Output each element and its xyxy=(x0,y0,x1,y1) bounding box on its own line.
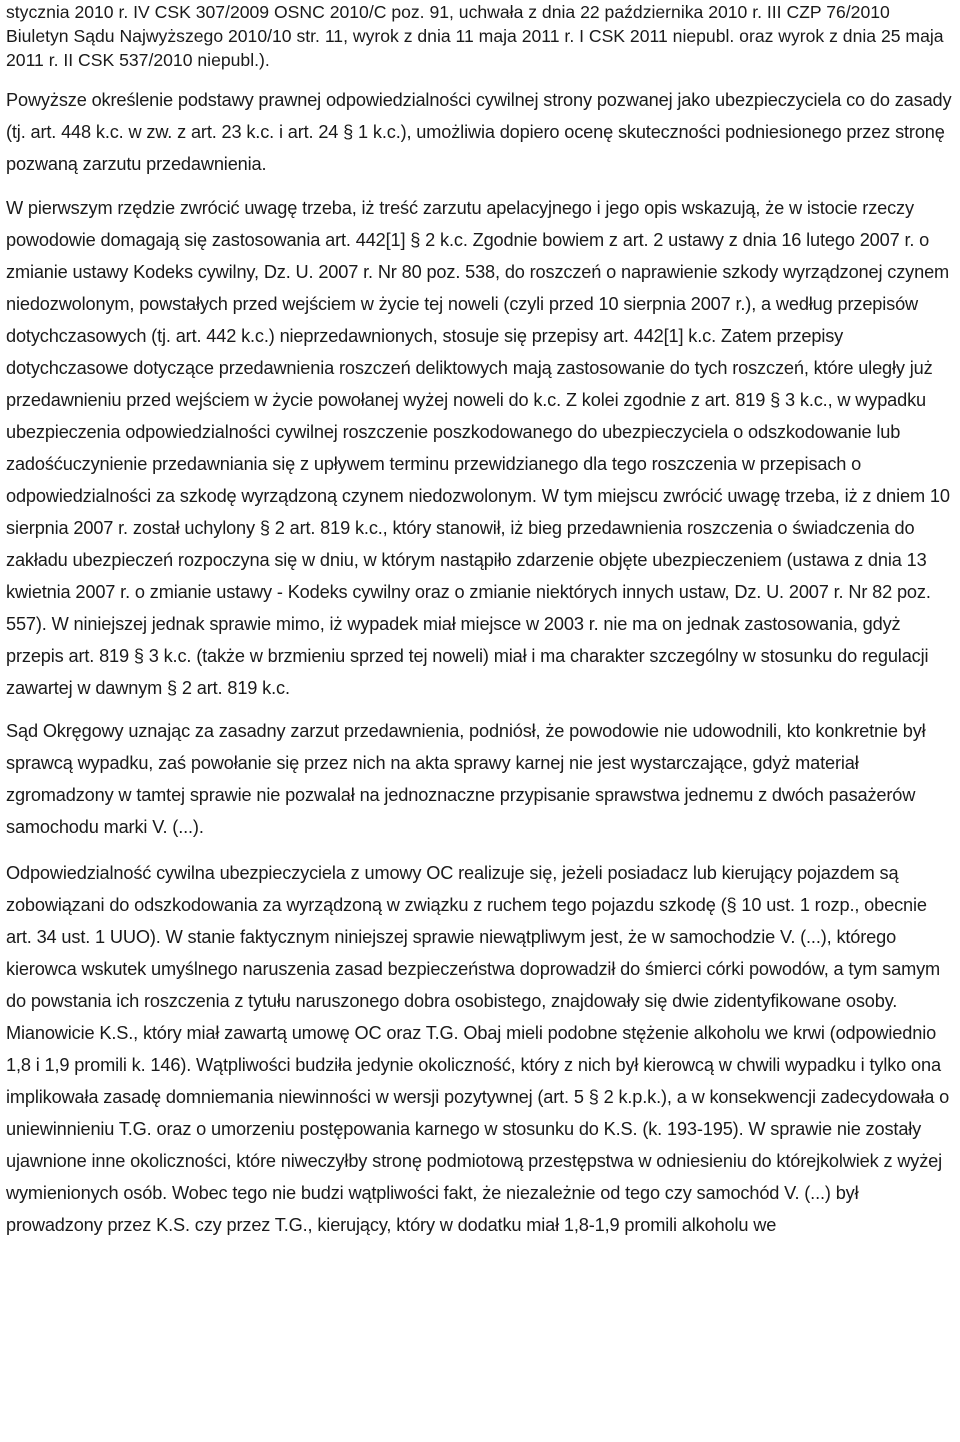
paragraph-insurer-liability: Odpowiedzialność cywilna ubezpieczyciela z umowy OC realizuje się, jeżeli posiadacz lub kierujący pojazdem są zobowiązani do odszkodowania za wyrządzoną w związku z ruchem tego pojazdu szkodę (§ 10 ust. 1 rozp., obecnie art. 34 ust. 1 UUO). W stanie faktycznym niniejszej sprawie niewątpliwym jest, że w samochodzie V. (...), którego kierowca wskutek umyślnego naruszenia zasad bezpieczeństwa doprowadził do śmierci córki powodów, a tym samym do powstania ich roszczenia z tytułu naruszonego dobra osobistego, znajdowały się dwie zidentyfikowane osoby. Mianowicie K.S., który miał zawartą umowę OC oraz T.G. Obaj mieli podobne stężenie alkoholu we krwi (odpowiednio 1,8 i 1,9 promili k. 146). Wątpliwości budziła jedynie okoliczność, który z nich był kierowcą w chwili wypadku i tylko ona implikowała zasadę domniemania niewinności w wersji pozytywnej (art. 5 § 2 k.p.k.), a w konsekwencji zadecydowała o uniewinnieniu T.G. oraz o umorzeniu postępowania karnego w stosunku do K.S. (k. 193-195). W sprawie nie zostały ujawnione inne okoliczności, które niweczyłby stronę podmiotową przestępstwa w odniesieniu do którejkolwiek z wyżej wymienionych osób. Wobec tego nie budzi wątpliwości fakt, że niezależnie od tego czy samochód V. (...) był prowadzony przez K.S. czy przez T.G., kierujący, który w dodatku miał 1,8-1,9 promili alkoholu we xyxy=(6,863,950,1235)
paragraph-district-court: Sąd Okręgowy uznając za zasadny zarzut przedawnienia, podniósł, że powodowie nie udowodnili, kto konkretnie był sprawcą wypadku, zaś powołanie się przez nich na akta sprawy karnej nie jest wystarczające, gdyż materiał zgromadzony w tamtej sprawie nie pozwalał na jednoznaczne przypisanie sprawstwa jednemu z dwóch pasażerów samochodu marki V. (...). xyxy=(6,721,926,837)
paragraph-legal-basis: Powyższe określenie podstawy prawnej odpowiedzialności cywilnej strony pozwanej jako ubezpieczyciela co do zasady (tj. art. 448 k.c. w zw. z art. 23 k.c. i art. 24 § 1 k.c.), umożliwia dopiero ocenę skuteczności podniesionego przez stronę pozwaną zarzutu przedawnienia. xyxy=(6,90,952,174)
paragraph-limitation-rules: W pierwszym rzędzie zwrócić uwagę trzeba, iż treść zarzutu apelacyjnego i jego opis wskazują, że w istocie rzeczy powodowie domagają się zastosowania art. 442[1] § 2 k.c. Zgodnie bowiem z art. 2 ustawy z dnia 16 lutego 2007 r. o zmianie ustawy Kodeks cywilny, Dz. U. 2007 r. Nr 80 poz. 538, do roszczeń o naprawienie szkody wyrządzonej czynem niedozwolonym, powstałych przed wejściem w życie tej noweli (czyli przed 10 sierpnia 2007 r.), a według przepisów dotychczasowych (tj. art. 442 k.c.) nieprzedawnionych, stosuje się przepisy art. 442[1] k.c. Zatem przepisy dotychczasowe dotyczące przedawnienia roszczeń deliktowych mają zastosowanie do tych roszczeń, które uległy już przedawnieniu przed wejściem w życie powołanej wyżej noweli do k.c. Z kolei zgodnie z art. 819 § 3 k.c., w wypadku ubezpieczenia odpowiedzialności cywilnej roszczenie poszkodowanego do ubezpieczyciela o odszkodowanie lub zadośćuczynienie przedawniania się z upływem terminu przewidzianego dla tego roszczenia w przepisach o odpowiedzialności za szkodę wyrządzoną czynem niedozwolonym. W tym miejscu zwrócić uwagę trzeba, iż z dniem 10 sierpnia 2007 r. został uchylony § 2 art. 819 k.c., który stanowił, iż bieg przedawnienia roszczenia o świadczenia do zakładu ubezpieczeń rozpoczyna się w dniu, w którym nastąpiło zdarzenie objęte ubezpieczeniem (ustawa z dnia 13 kwietnia 2007 r. o zmianie ustawy - Kodeks cywilny oraz o zmianie niektórych innych ustaw, Dz. U. 2007 r. Nr 82 poz. 557). W niniejszej jednak sprawie mimo, iż wypadek miał miejsce w 2003 r. nie ma on jednak zastosowania, gdyż przepis art. 819 § 3 k.c. (także w brzmieniu sprzed tej noweli) miał i ma charakter szczególny w stosunku do regulacji zawartej w dawnym § 2 art. 819 k.c. xyxy=(6,198,950,698)
document-page xyxy=(6,0,954,1241)
paragraph-citations: stycznia 2010 r. IV CSK 307/2009 OSNC 2010/C poz. 91, uchwała z dnia 22 października 2010 r. III CZP 76/2010 Biuletyn Sądu Najwyższego 2010/10 str. 11, wyrok z dnia 11 maja 2011 r. I CSK 2011 niepubl. oraz wyrok z dnia 25 maja 2011 r. II CSK 537/2010 niepubl.). xyxy=(6,2,944,70)
